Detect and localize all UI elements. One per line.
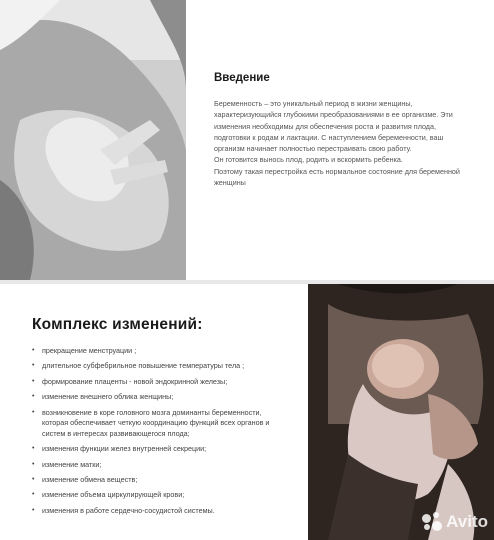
introduction-title: Введение — [214, 72, 270, 84]
list-item: • формирование плаценты - новой эндокринной железы; — [32, 377, 272, 387]
list-item: • изменение объема циркулирующей крови; — [32, 490, 272, 500]
avito-logo-icon — [422, 512, 442, 532]
mother-baby-photo — [308, 284, 494, 540]
slide-changes — [0, 284, 494, 540]
list-item: • длительное субфебрильное повышение температуры тела ; — [32, 361, 272, 371]
list-item: • возникновение в коре головного мозга доминанты беременности, которая обеспечивает четкую координацию функций всех органов и систем в интересах развивающегося плода; — [32, 408, 272, 439]
introduction-text: Беременность – это уникальный период в жизни женщины, характеризующийся глубокими преобразованиями в ее организме. Эти изменения необходимы для обеспечения роста и развития плода, подготовки к родам и лактации. С наступлением беременности, ваш организм начинает полностью перестраивать свою работу. Он готовится вынось плод, родить и вскормить ребенка. Поэтому такая перестройка есть нормальное состояние для беременной женщины — [214, 99, 460, 188]
list-item: • изменения функции желез внутренней секреции; — [32, 444, 272, 454]
list-item: • прекращение менструации ; — [32, 346, 272, 356]
changes-block — [32, 316, 272, 521]
changes-list — [32, 346, 272, 516]
avito-watermark — [422, 512, 488, 532]
introduction-block — [214, 72, 470, 188]
changes-title: Комплекс изменений: — [32, 316, 203, 333]
list-item: • изменение внешнего облика женщины; — [32, 392, 272, 402]
list-item: • изменение обмена веществ; — [32, 475, 272, 485]
avito-logo-text: Avito — [446, 512, 488, 531]
hands-photo — [0, 0, 186, 280]
hands-illustration — [0, 0, 186, 280]
mother-baby-illustration — [308, 284, 494, 540]
list-item: • изменение матки; — [32, 460, 272, 470]
list-item: • изменения в работе сердечно-сосудистой системы. — [32, 506, 272, 516]
